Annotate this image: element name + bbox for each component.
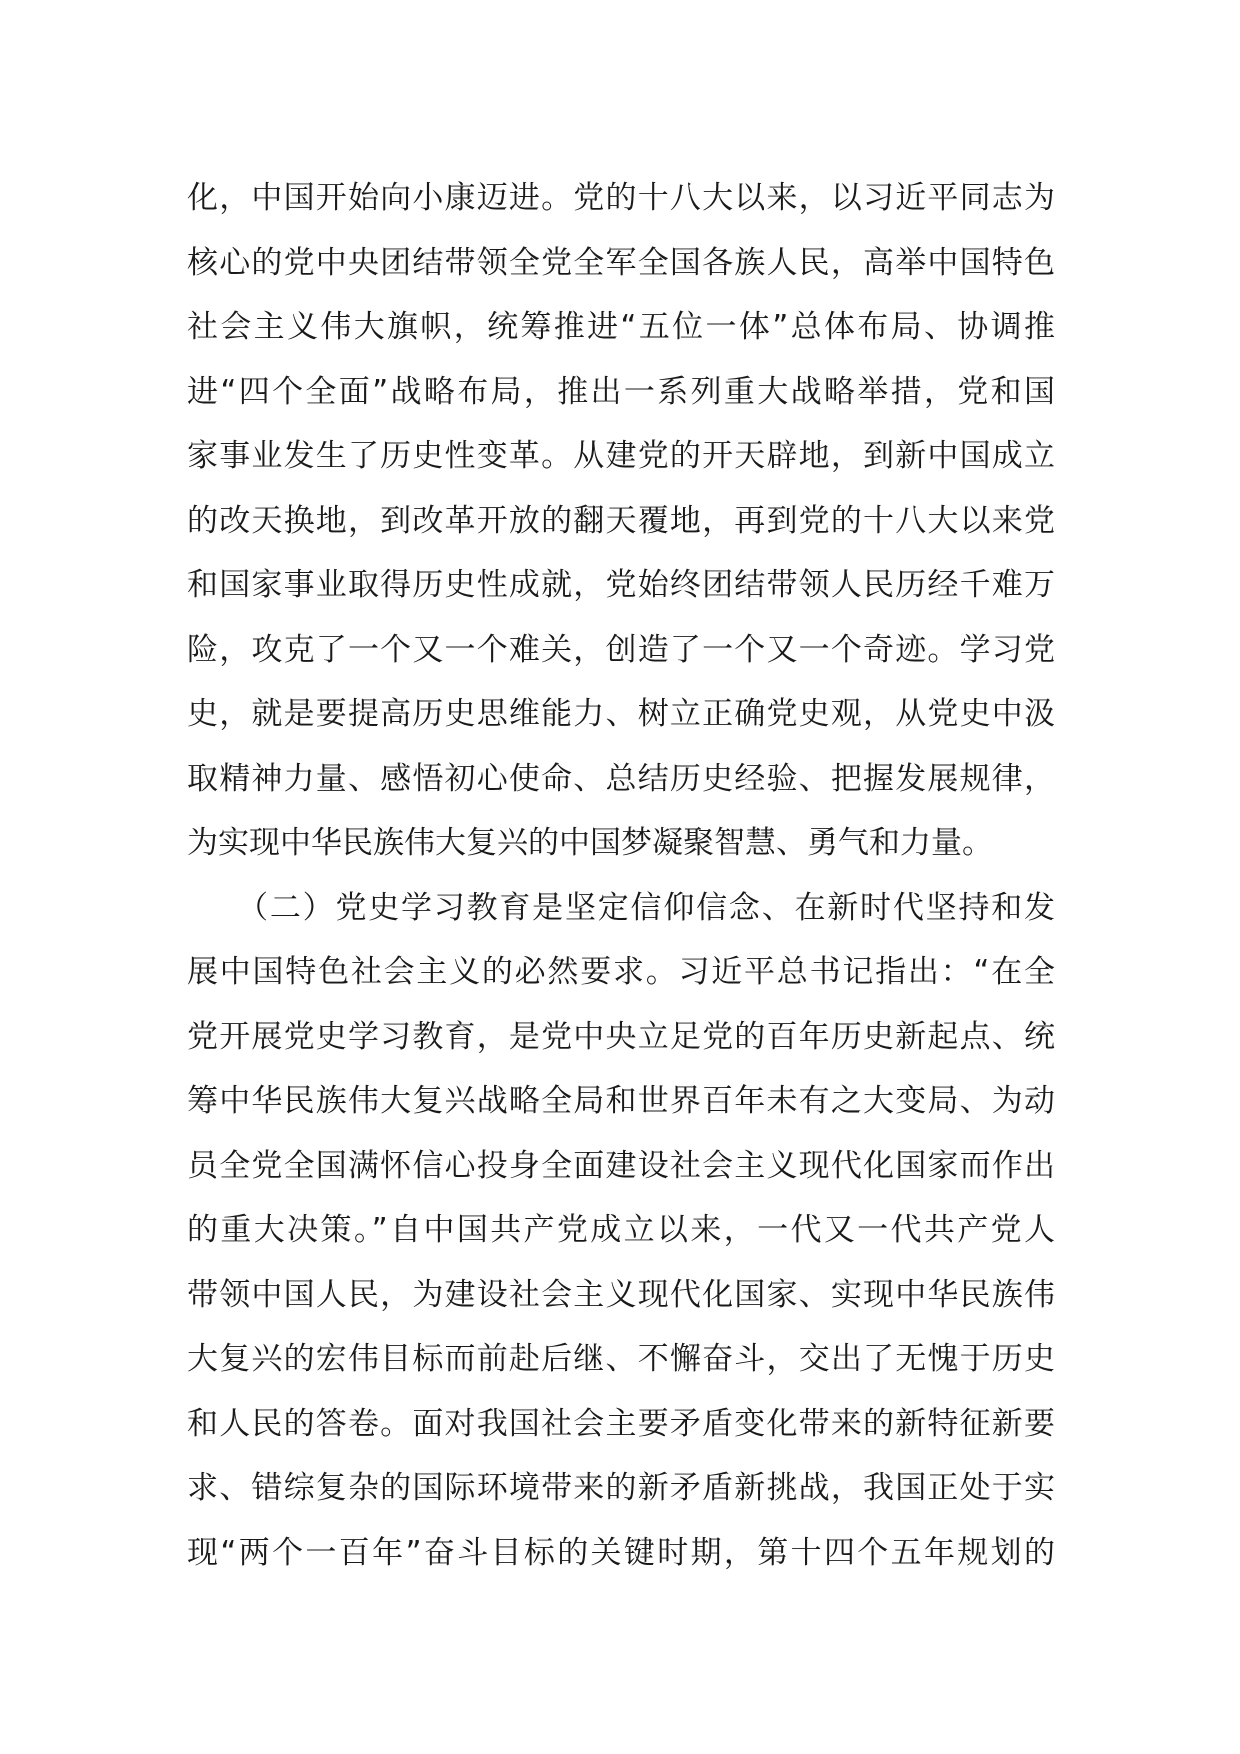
- text-line: 大复兴的宏伟目标而前赴后继、不懈奋斗，交出了无愧于历史: [187, 1341, 1055, 1377]
- paragraph-end-line: 为实现中华民族伟大复兴的中国梦凝聚智慧、勇气和力量。: [187, 825, 993, 861]
- text-line: 和国家事业取得历史性成就，党始终团结带领人民历经千难万: [187, 567, 1055, 603]
- text-line: 求、错综复杂的国际环境带来的新矛盾新挑战，我国正处于实: [187, 1470, 1055, 1506]
- text-line: 的重大决策。”自中国共产党成立以来，一代又一代共产党人: [187, 1212, 1055, 1248]
- section-heading-line: （二）党史学习教育是坚定信仰信念、在新时代坚持和发: [187, 889, 1055, 926]
- text-line: 家事业发生了历史性变革。从建党的开天辟地，到新中国成立: [187, 438, 1055, 474]
- text-line: 险，攻克了一个又一个难关，创造了一个又一个奇迹。学习党: [187, 631, 1055, 668]
- text-line: 史，就是要提高历史思维能力、树立正确党史观，从党史中汲: [187, 696, 1055, 732]
- text-line: 进“四个全面”战略布局，推出一系列重大战略举措，党和国: [187, 373, 1055, 410]
- text-line: 的改天换地，到改革开放的翻天覆地，再到党的十八大以来党: [187, 502, 1055, 539]
- text-line: 社会主义伟大旗帜，统筹推进“五位一体”总体布局、协调推: [187, 309, 1055, 345]
- text-line: 现“两个一百年”奋斗目标的关键时期，第十四个五年规划的: [187, 1534, 1055, 1571]
- text-line: 化，中国开始向小康迈进。党的十八大以来，以习近平同志为: [187, 180, 1055, 216]
- text-line: 和人民的答卷。面对我国社会主要矛盾变化带来的新特征新要: [187, 1405, 1055, 1442]
- text-line: 展中国特色社会主义的必然要求。习近平总书记指出：“在全: [187, 954, 1055, 990]
- text-line: 核心的党中央团结带领全党全军全国各族人民，高举中国特色: [187, 244, 1055, 281]
- text-line: 筹中华民族伟大复兴战略全局和世界百年未有之大变局、为动: [187, 1083, 1055, 1119]
- text-line: 取精神力量、感悟初心使命、总结历史经验、把握发展规律，: [187, 760, 1055, 797]
- text-line: 带领中国人民，为建设社会主义现代化国家、实现中华民族伟: [187, 1276, 1055, 1313]
- text-line: 员全党全国满怀信心投身全面建设社会主义现代化国家而作出: [187, 1147, 1055, 1184]
- text-line: 党开展党史学习教育，是党中央立足党的百年历史新起点、统: [187, 1018, 1055, 1055]
- body-text: [187, 166, 1067, 1585]
